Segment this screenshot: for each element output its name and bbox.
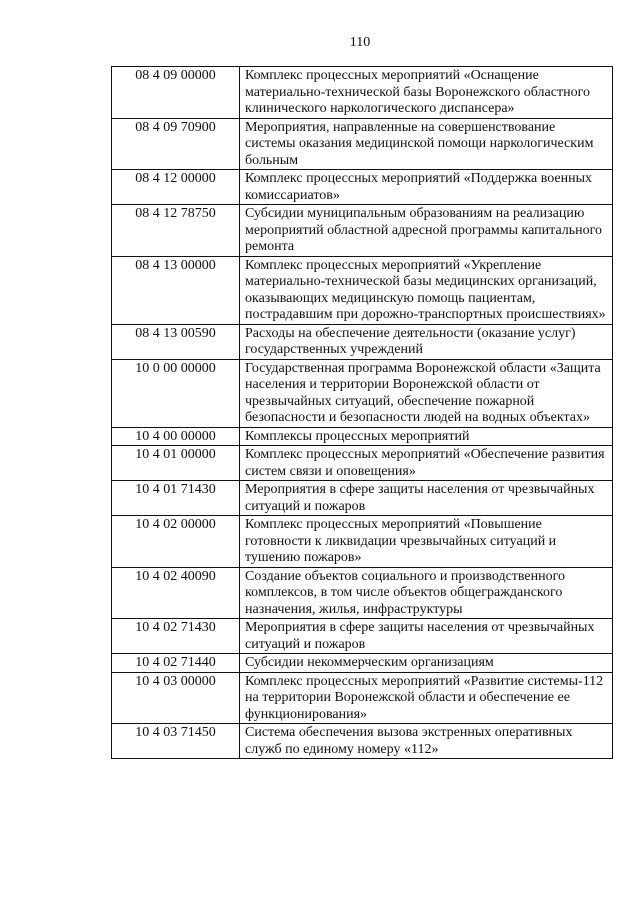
expense-item-name: Государственная программа Воронежской области «Защита населения и территории Воронежской области от чрезвычайных ситуаций, обеспечение пожарной безопасности и безопасности людей на водных объектах»	[240, 359, 613, 427]
classification-code: 10 4 02 71430	[112, 619, 240, 654]
classification-code: 10 4 01 71430	[112, 481, 240, 516]
expense-item-name: Мероприятия, направленные на совершенствование системы оказания медицинской помощи наркологическим больным	[240, 118, 613, 170]
table-row	[112, 118, 613, 170]
classification-code: 08 4 13 00590	[112, 324, 240, 359]
classification-code: 10 4 02 00000	[112, 516, 240, 568]
table-row	[112, 324, 613, 359]
classification-code: 08 4 12 78750	[112, 205, 240, 257]
classification-code: 08 4 13 00000	[112, 256, 240, 324]
expense-item-name: Система обеспечения вызова экстренных оперативных служб по единому номеру «112»	[240, 724, 613, 759]
classification-code: 10 4 02 71440	[112, 654, 240, 673]
expense-item-name: Создание объектов социального и производственного комплексов, в том числе объектов общегражданского назначения, жилья, инфраструктуры	[240, 567, 613, 619]
table-row	[112, 619, 613, 654]
expense-item-name: Комплексы процессных мероприятий	[240, 427, 613, 446]
table-row	[112, 724, 613, 759]
page-number: 110	[349, 35, 371, 50]
expense-item-name: Комплекс процессных мероприятий «Обеспечение развития систем связи и оповещения»	[240, 446, 613, 481]
table-row	[112, 516, 613, 568]
classification-code: 08 4 09 00000	[112, 67, 240, 119]
classification-code: 10 0 00 00000	[112, 359, 240, 427]
table-row	[112, 427, 613, 446]
classification-code: 08 4 09 70900	[112, 118, 240, 170]
table-row	[112, 654, 613, 673]
table-row	[112, 359, 613, 427]
expense-item-name: Комплекс процессных мероприятий «Оснащение материально-технической базы Воронежского областного клинического наркологического диспансера»	[240, 67, 613, 119]
classification-code: 10 4 03 71450	[112, 724, 240, 759]
expense-item-name: Мероприятия в сфере защиты населения от чрезвычайных ситуаций и пожаров	[240, 481, 613, 516]
classification-code: 10 4 02 40090	[112, 567, 240, 619]
table-row	[112, 256, 613, 324]
classification-code: 10 4 03 00000	[112, 672, 240, 724]
table-row	[112, 205, 613, 257]
expense-item-name: Комплекс процессных мероприятий «Укрепление материально-технической базы медицинских организаций, оказывающих медицинскую помощь пациентам, пострадавшим при дорожно-транспортных происшествиях»	[240, 256, 613, 324]
expense-item-name: Расходы на обеспечение деятельности (оказание услуг) государственных учреждений	[240, 324, 613, 359]
expense-item-name: Комплекс процессных мероприятий «Развитие системы-112 на территории Воронежской области и обеспечение ее функционирования»	[240, 672, 613, 724]
expense-item-name: Мероприятия в сфере защиты населения от чрезвычайных ситуаций и пожаров	[240, 619, 613, 654]
classification-code: 10 4 00 00000	[112, 427, 240, 446]
expense-item-name: Комплекс процессных мероприятий «Поддержка военных комиссариатов»	[240, 170, 613, 205]
expense-item-name: Субсидии некоммерческим организациям	[240, 654, 613, 673]
table-row	[112, 67, 613, 119]
classification-code: 10 4 01 00000	[112, 446, 240, 481]
expense-item-name: Комплекс процессных мероприятий «Повышение готовности к ликвидации чрезвычайных ситуаций и тушению пожаров»	[240, 516, 613, 568]
table-row	[112, 446, 613, 481]
table-row	[112, 567, 613, 619]
classification-code: 08 4 12 00000	[112, 170, 240, 205]
table-row	[112, 481, 613, 516]
table-row	[112, 672, 613, 724]
budget-classification-table	[111, 66, 613, 759]
table-row	[112, 170, 613, 205]
expense-item-name: Субсидии муниципальным образованиям на реализацию мероприятий областной адресной программы капитального ремонта	[240, 205, 613, 257]
